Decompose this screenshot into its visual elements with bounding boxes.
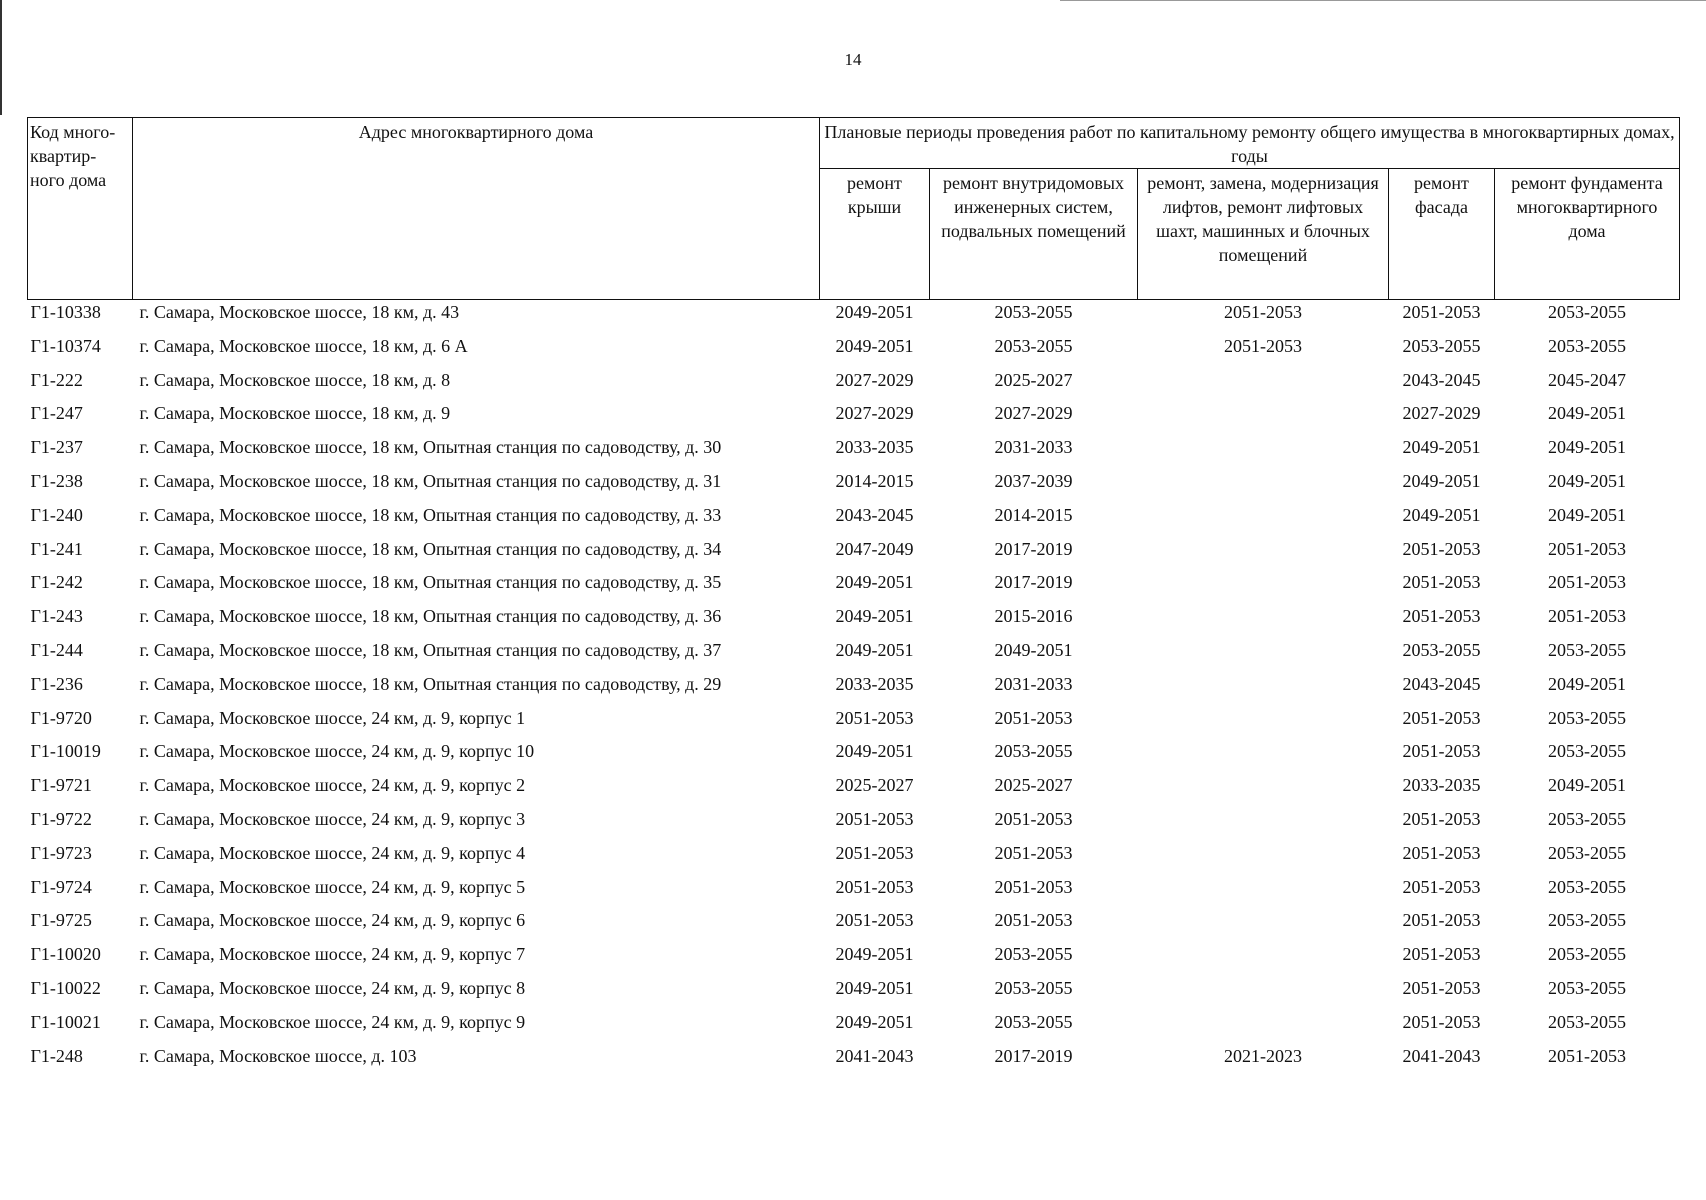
cell-engineering: 2053-2055 <box>994 977 1073 998</box>
cell-foundation: 2051-2053 <box>1548 606 1626 627</box>
table-row <box>28 976 1680 1010</box>
table-row <box>28 435 1680 469</box>
table-row <box>28 570 1680 604</box>
cell-engineering: 2051-2053 <box>994 808 1073 829</box>
cell-code: Г1-242 <box>30 572 83 593</box>
cell-lifts <box>1138 368 1389 402</box>
cell-address: г. Самара, Московское шоссе, 24 км, д. 9, корпус 5 <box>139 876 526 897</box>
cell-lifts <box>1138 604 1389 638</box>
cell-roof: 2049-2051 <box>835 606 914 627</box>
cell-lifts <box>1138 875 1389 909</box>
cell-code: Г1-10374 <box>30 335 101 356</box>
cell-facade: 2051-2053 <box>1402 1011 1481 1032</box>
header-periods-group: Плановые периоды проведения работ по капитальному ремонту общего имущества в многоквартирных домах, годы <box>820 118 1680 169</box>
cell-facade: 2049-2051 <box>1402 437 1481 458</box>
cell-facade: 2033-2035 <box>1402 775 1481 796</box>
cell-roof: 2049-2051 <box>835 302 914 322</box>
cell-address: г. Самара, Московское шоссе, 18 км, Опытная станция по садоводству, д. 29 <box>139 673 722 694</box>
cell-lifts <box>1138 942 1389 976</box>
cell-address: г. Самара, Московское шоссе, 18 км, Опытная станция по садоводству, д. 33 <box>139 504 722 525</box>
cell-address: г. Самара, Московское шоссе, 24 км, д. 9, корпус 2 <box>139 775 526 796</box>
header-foundation: ремонт фундамента многоквартирного дома <box>1495 169 1680 300</box>
cell-engineering: 2053-2055 <box>994 302 1073 322</box>
cell-foundation: 2049-2051 <box>1548 504 1626 525</box>
cell-code: Г1-10022 <box>30 977 101 998</box>
page-number: 14 <box>844 50 862 69</box>
cell-foundation: 2045-2047 <box>1548 369 1626 390</box>
cell-address: г. Самара, Московское шоссе, 24 км, д. 9, корпус 8 <box>139 977 526 998</box>
cell-roof: 2049-2051 <box>835 335 914 356</box>
cell-lifts <box>1138 469 1389 503</box>
cell-engineering: 2017-2019 <box>994 1045 1073 1066</box>
cell-roof: 2049-2051 <box>835 741 914 762</box>
cell-engineering: 2053-2055 <box>994 1011 1073 1032</box>
table-row <box>28 1010 1680 1044</box>
cell-address: г. Самара, Московское шоссе, 24 км, д. 9, корпус 6 <box>139 910 526 931</box>
table-row <box>28 368 1680 402</box>
cell-code: Г1-247 <box>30 403 83 424</box>
table-row <box>28 401 1680 435</box>
table-row <box>28 706 1680 740</box>
cell-engineering: 2053-2055 <box>994 741 1073 762</box>
table-body <box>28 300 1680 1078</box>
table-row <box>28 908 1680 942</box>
cell-address: г. Самара, Московское шоссе, 18 км, Опытная станция по садоводству, д. 37 <box>139 639 722 660</box>
cell-address: г. Самара, Московское шоссе, 18 км, Опытная станция по садоводству, д. 35 <box>139 572 722 593</box>
cell-code: Г1-222 <box>30 369 83 390</box>
table-row <box>28 469 1680 503</box>
cell-code: Г1-238 <box>30 470 83 491</box>
cell-roof: 2051-2053 <box>835 910 914 931</box>
cell-code: Г1-9720 <box>30 707 92 728</box>
cell-address: г. Самара, Московское шоссе, д. 103 <box>139 1045 417 1066</box>
cell-code: Г1-9723 <box>30 842 92 863</box>
cell-lifts <box>1138 807 1389 841</box>
table-row <box>28 807 1680 841</box>
cell-foundation: 2049-2051 <box>1548 673 1626 694</box>
table-row <box>28 638 1680 672</box>
table-row <box>28 739 1680 773</box>
cell-foundation: 2049-2051 <box>1548 403 1626 424</box>
cell-engineering: 2037-2039 <box>994 470 1073 491</box>
cell-facade: 2053-2055 <box>1402 639 1481 660</box>
cell-lifts <box>1138 773 1389 807</box>
cell-facade: 2051-2053 <box>1402 876 1481 897</box>
cell-roof: 2049-2051 <box>835 944 914 965</box>
cell-address: г. Самара, Московское шоссе, 24 км, д. 9, корпус 3 <box>139 808 526 829</box>
cell-engineering: 2025-2027 <box>994 369 1073 390</box>
cell-foundation: 2051-2053 <box>1548 572 1626 593</box>
cell-code: Г1-248 <box>30 1045 83 1066</box>
cell-lifts <box>1138 503 1389 537</box>
cell-roof: 2051-2053 <box>835 842 914 863</box>
cell-lifts <box>1138 401 1389 435</box>
cell-roof: 2041-2043 <box>835 1045 914 1066</box>
scan-top-line <box>1060 0 1706 1</box>
cell-engineering: 2053-2055 <box>994 335 1073 356</box>
cell-facade: 2043-2045 <box>1402 369 1481 390</box>
cell-foundation: 2053-2055 <box>1548 876 1626 897</box>
cell-foundation: 2049-2051 <box>1548 470 1626 491</box>
cell-roof: 2025-2027 <box>835 775 914 796</box>
table-row <box>28 841 1680 875</box>
cell-engineering: 2051-2053 <box>994 707 1073 728</box>
cell-engineering: 2051-2053 <box>994 876 1073 897</box>
cell-engineering: 2031-2033 <box>994 437 1073 458</box>
cell-lifts: 2051-2053 <box>1224 335 1302 356</box>
cell-address: г. Самара, Московское шоссе, 24 км, д. 9, корпус 1 <box>139 707 526 728</box>
cell-facade: 2043-2045 <box>1402 673 1481 694</box>
table-row <box>28 1044 1680 1078</box>
cell-lifts <box>1138 435 1389 469</box>
header-engineering: ремонт внутридомовых инженерных систем, подвальных помещений <box>930 169 1138 300</box>
cell-roof: 2049-2051 <box>835 1011 914 1032</box>
cell-code: Г1-9724 <box>30 876 92 897</box>
cell-lifts <box>1138 1010 1389 1044</box>
cell-address: г. Самара, Московское шоссе, 18 км, Опытная станция по садоводству, д. 36 <box>139 606 722 627</box>
cell-code: Г1-10338 <box>30 302 101 322</box>
table-row <box>28 942 1680 976</box>
cell-address: г. Самара, Московское шоссе, 18 км, Опытная станция по садоводству, д. 30 <box>139 437 722 458</box>
cell-roof: 2047-2049 <box>835 538 914 559</box>
cell-facade: 2049-2051 <box>1402 470 1481 491</box>
cell-foundation: 2053-2055 <box>1548 842 1626 863</box>
cell-code: Г1-241 <box>30 538 83 559</box>
cell-foundation: 2051-2053 <box>1548 538 1626 559</box>
cell-engineering: 2017-2019 <box>994 538 1073 559</box>
cell-facade: 2051-2053 <box>1402 977 1481 998</box>
cell-foundation: 2053-2055 <box>1548 808 1626 829</box>
cell-facade: 2027-2029 <box>1402 403 1481 424</box>
cell-address: г. Самара, Московское шоссе, 24 км, д. 9, корпус 10 <box>139 741 535 762</box>
cell-code: Г1-10019 <box>30 741 101 762</box>
cell-code: Г1-243 <box>30 606 83 627</box>
cell-facade: 2051-2053 <box>1402 302 1481 322</box>
cell-engineering: 2051-2053 <box>994 842 1073 863</box>
cell-roof: 2049-2051 <box>835 639 914 660</box>
cell-code: Г1-237 <box>30 437 83 458</box>
cell-roof: 2051-2053 <box>835 876 914 897</box>
cell-code: Г1-240 <box>30 504 83 525</box>
header-code: Код много-квартир-ного дома <box>28 118 133 300</box>
cell-address: г. Самара, Московское шоссе, 18 км, д. 6 А <box>139 335 468 356</box>
cell-engineering: 2015-2016 <box>994 606 1073 627</box>
cell-code: Г1-10021 <box>30 1011 101 1032</box>
cell-engineering: 2027-2029 <box>994 403 1073 424</box>
cell-address: г. Самара, Московское шоссе, 18 км, д. 8 <box>139 369 451 390</box>
cell-engineering: 2025-2027 <box>994 775 1073 796</box>
cell-foundation: 2053-2055 <box>1548 707 1626 728</box>
cell-address: г. Самара, Московское шоссе, 24 км, д. 9, корпус 9 <box>139 1011 526 1032</box>
cell-roof: 2051-2053 <box>835 707 914 728</box>
cell-engineering: 2053-2055 <box>994 944 1073 965</box>
cell-foundation: 2053-2055 <box>1548 977 1626 998</box>
table-row <box>28 300 1680 334</box>
cell-foundation: 2053-2055 <box>1548 335 1626 356</box>
cell-roof: 2051-2053 <box>835 808 914 829</box>
cell-foundation: 2053-2055 <box>1548 639 1626 660</box>
table-row <box>28 604 1680 638</box>
header-lifts: ремонт, замена, модернизация лифтов, ремонт лифтовых шахт, машинных и блочных помещений <box>1138 169 1389 300</box>
cell-lifts <box>1138 976 1389 1010</box>
cell-code: Г1-9721 <box>30 775 92 796</box>
cell-foundation: 2049-2051 <box>1548 775 1626 796</box>
cell-foundation: 2053-2055 <box>1548 944 1626 965</box>
cell-address: г. Самара, Московское шоссе, 18 км, Опытная станция по садоводству, д. 31 <box>139 470 722 491</box>
cell-lifts <box>1138 638 1389 672</box>
cell-engineering: 2031-2033 <box>994 673 1073 694</box>
cell-lifts: 2021-2023 <box>1224 1045 1302 1066</box>
cell-facade: 2051-2053 <box>1402 606 1481 627</box>
cell-lifts <box>1138 908 1389 942</box>
cell-address: г. Самара, Московское шоссе, 18 км, д. 43 <box>139 302 460 322</box>
cell-facade: 2051-2053 <box>1402 538 1481 559</box>
table-row <box>28 672 1680 706</box>
cell-code: Г1-9725 <box>30 910 92 931</box>
cell-facade: 2051-2053 <box>1402 572 1481 593</box>
cell-address: г. Самара, Московское шоссе, 18 км, Опытная станция по садоводству, д. 34 <box>139 538 722 559</box>
header-row-top <box>28 118 1680 169</box>
cell-lifts <box>1138 537 1389 571</box>
cell-code: Г1-10020 <box>30 944 101 965</box>
cell-address: г. Самара, Московское шоссе, 24 км, д. 9, корпус 7 <box>139 944 526 965</box>
cell-foundation: 2053-2055 <box>1548 910 1626 931</box>
repair-schedule-table <box>27 117 1680 1077</box>
cell-roof: 2033-2035 <box>835 673 914 694</box>
cell-lifts <box>1138 841 1389 875</box>
cell-address: г. Самара, Московское шоссе, 18 км, д. 9 <box>139 403 451 424</box>
cell-facade: 2051-2053 <box>1402 741 1481 762</box>
cell-foundation: 2053-2055 <box>1548 1011 1626 1032</box>
cell-lifts: 2051-2053 <box>1224 302 1302 322</box>
cell-roof: 2033-2035 <box>835 437 914 458</box>
table-row <box>28 773 1680 807</box>
cell-lifts <box>1138 570 1389 604</box>
cell-address: г. Самара, Московское шоссе, 24 км, д. 9, корпус 4 <box>139 842 526 863</box>
table-row <box>28 537 1680 571</box>
table-row <box>28 875 1680 909</box>
cell-foundation: 2049-2051 <box>1548 437 1626 458</box>
header-address: Адрес многоквартирного дома <box>133 118 820 300</box>
header-roof: ремонт крыши <box>820 169 930 300</box>
cell-foundation: 2053-2055 <box>1548 302 1626 322</box>
cell-code: Г1-236 <box>30 673 83 694</box>
table-header <box>28 118 1680 300</box>
cell-foundation: 2053-2055 <box>1548 741 1626 762</box>
cell-facade: 2053-2055 <box>1402 335 1481 356</box>
cell-foundation: 2051-2053 <box>1548 1045 1626 1066</box>
cell-roof: 2049-2051 <box>835 572 914 593</box>
header-facade: ремонт фасада <box>1389 169 1495 300</box>
cell-code: Г1-9722 <box>30 808 92 829</box>
cell-facade: 2049-2051 <box>1402 504 1481 525</box>
cell-engineering: 2051-2053 <box>994 910 1073 931</box>
cell-roof: 2043-2045 <box>835 504 914 525</box>
cell-facade: 2051-2053 <box>1402 944 1481 965</box>
table-row <box>28 334 1680 368</box>
cell-roof: 2014-2015 <box>835 470 914 491</box>
cell-roof: 2027-2029 <box>835 403 914 424</box>
cell-engineering: 2014-2015 <box>994 504 1073 525</box>
cell-roof: 2027-2029 <box>835 369 914 390</box>
cell-roof: 2049-2051 <box>835 977 914 998</box>
cell-facade: 2051-2053 <box>1402 842 1481 863</box>
cell-facade: 2051-2053 <box>1402 808 1481 829</box>
cell-facade: 2051-2053 <box>1402 910 1481 931</box>
cell-lifts <box>1138 706 1389 740</box>
cell-code: Г1-244 <box>30 639 83 660</box>
cell-facade: 2041-2043 <box>1402 1045 1481 1066</box>
cell-lifts <box>1138 739 1389 773</box>
table-row <box>28 503 1680 537</box>
cell-engineering: 2017-2019 <box>994 572 1073 593</box>
cell-facade: 2051-2053 <box>1402 707 1481 728</box>
cell-lifts <box>1138 672 1389 706</box>
cell-engineering: 2049-2051 <box>994 639 1073 660</box>
